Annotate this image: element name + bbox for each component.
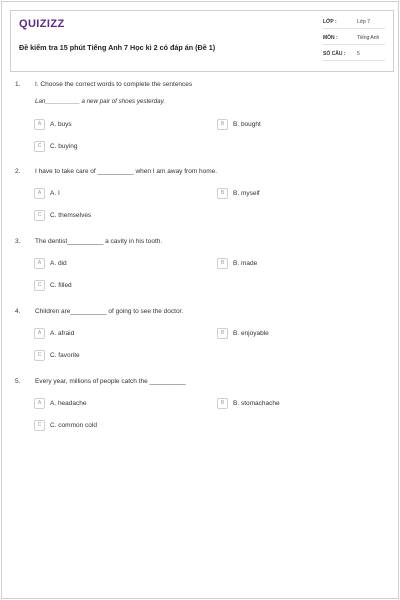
- answer-option-a[interactable]: [34, 327, 74, 339]
- meta-row-subject: [323, 31, 385, 45]
- option-text: A. afraid: [50, 329, 75, 337]
- meta-value: Tiếng Anh: [357, 35, 380, 41]
- meta-value: Lớp 7: [357, 19, 371, 25]
- worksheet-header: [10, 10, 394, 72]
- question-number: 1.: [15, 81, 21, 88]
- answer-option-c[interactable]: [34, 419, 97, 431]
- worksheet-title: Đề kiểm tra 15 phút Tiếng Anh 7 Học kì 2 có đáp án (Đề 1): [19, 43, 216, 52]
- question-text: I have to take care of __________ when I am away from home.: [35, 168, 218, 175]
- answer-option-a[interactable]: [34, 257, 67, 269]
- option-letter-box: C: [34, 420, 45, 431]
- answer-option-c[interactable]: [34, 140, 77, 152]
- option-letter-box: B: [217, 258, 228, 269]
- option-letter-box: A: [34, 328, 45, 339]
- option-text: B. made: [233, 259, 258, 267]
- option-letter-box: A: [34, 258, 45, 269]
- option-letter-box: A: [34, 188, 45, 199]
- quizizz-logo: QUIZIZZ: [19, 18, 65, 30]
- meta-row-class: [323, 15, 385, 29]
- answer-option-a[interactable]: [34, 187, 60, 199]
- option-text: B. enjoyable: [233, 329, 269, 337]
- option-text: B. bought: [233, 120, 261, 128]
- meta-row-question-count: [323, 47, 385, 61]
- option-letter-box: C: [34, 350, 45, 361]
- answer-option-b[interactable]: [217, 397, 280, 409]
- meta-label: LỚP :: [323, 19, 337, 25]
- answer-option-b[interactable]: [217, 118, 261, 130]
- option-text: C. themselves: [50, 211, 92, 219]
- answer-option-c[interactable]: [34, 349, 80, 361]
- option-text: B. myself: [233, 189, 260, 197]
- answer-option-b[interactable]: [217, 257, 257, 269]
- option-text: C. favorite: [50, 351, 80, 359]
- meta-value: 5: [357, 51, 360, 57]
- option-letter-box: B: [217, 398, 228, 409]
- option-text: A. I: [50, 189, 60, 197]
- meta-label: MÔN :: [323, 35, 338, 41]
- option-letter-box: C: [34, 141, 45, 152]
- option-text: A. did: [50, 259, 67, 267]
- option-letter-box: C: [34, 210, 45, 221]
- question-number: 2.: [15, 168, 21, 175]
- option-letter-box: A: [34, 119, 45, 130]
- meta-label: SỐ CÂU :: [323, 51, 346, 57]
- option-text: A. headache: [50, 399, 87, 407]
- option-letter-box: B: [217, 328, 228, 339]
- answer-option-b[interactable]: [217, 187, 260, 199]
- option-text: B. stomachache: [233, 399, 280, 407]
- option-text: C. filled: [50, 281, 72, 289]
- option-letter-box: B: [217, 119, 228, 130]
- answer-option-a[interactable]: [34, 118, 72, 130]
- option-letter-box: C: [34, 280, 45, 291]
- question-sentence: Lan__________ a new pair of shoes yesterday.: [35, 98, 165, 105]
- question-text: Children are__________ of going to see the doctor.: [35, 308, 184, 315]
- answer-option-a[interactable]: [34, 397, 87, 409]
- answer-option-c[interactable]: [34, 279, 72, 291]
- option-letter-box: B: [217, 188, 228, 199]
- question-text: I. Choose the correct words to complete the sentences: [35, 81, 193, 88]
- answer-option-c[interactable]: [34, 209, 91, 221]
- question-number: 4.: [15, 308, 21, 315]
- question-number: 5.: [15, 378, 21, 385]
- option-text: A. buys: [50, 120, 72, 128]
- question-text: Every year, millions of people catch the __________: [35, 378, 186, 385]
- question-number: 3.: [15, 238, 21, 245]
- question-text: The dentist__________ a cavity in his tooth.: [35, 238, 163, 245]
- option-text: C. buying: [50, 142, 78, 150]
- worksheet-page: [1, 1, 399, 599]
- option-letter-box: A: [34, 398, 45, 409]
- option-text: C. common cold: [50, 421, 97, 429]
- answer-option-b[interactable]: [217, 327, 269, 339]
